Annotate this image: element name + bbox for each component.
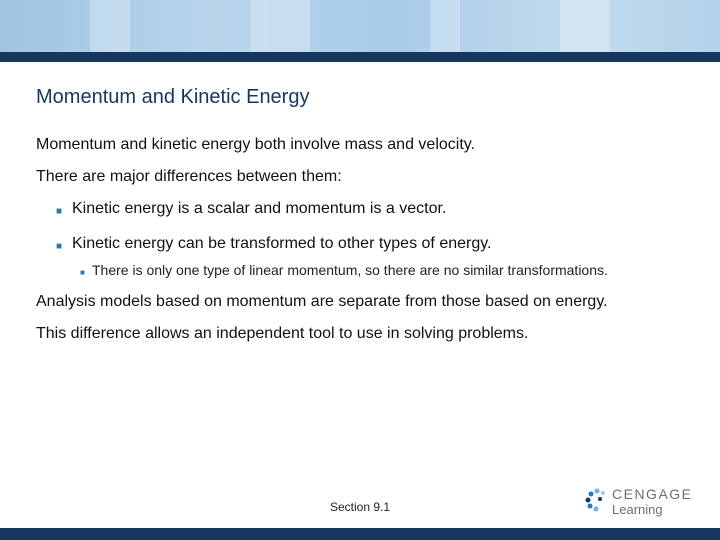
logo-text: Learning [612,502,663,517]
square-bullet-icon: ■ [80,268,85,277]
square-bullet-icon: ■ [56,206,63,217]
bullet-text: Kinetic energy is a scalar and momentum is a vector. [72,200,447,217]
paragraph: There are major differences between them: [36,168,342,185]
slide-body [36,136,706,357]
header-banner [0,0,720,52]
square-bullet-icon: ■ [56,241,63,252]
sub-bullet-item [80,262,706,281]
header-bar [0,52,720,62]
cengage-logo-icon [584,487,610,517]
paragraph: Analysis models based on momentum are separate from those based on energy. [36,293,608,310]
cengage-logo [584,484,694,520]
sub-bullet-text: There is only one type of linear momentum, so there are no similar transformations. [92,262,608,278]
bullet-item [56,235,706,256]
logo-text: CENGAGE [612,486,693,502]
slide-title: Momentum and Kinetic Energy [36,86,310,108]
footer-bar [0,528,720,540]
bullet-text: Kinetic energy can be transformed to other types of energy. [72,235,492,252]
paragraph: This difference allows an independent tool to use in solving problems. [36,325,529,342]
section-label: Section 9.1 [329,500,391,514]
paragraph: Momentum and kinetic energy both involve mass and velocity. [36,136,476,153]
bullet-item [56,200,706,221]
